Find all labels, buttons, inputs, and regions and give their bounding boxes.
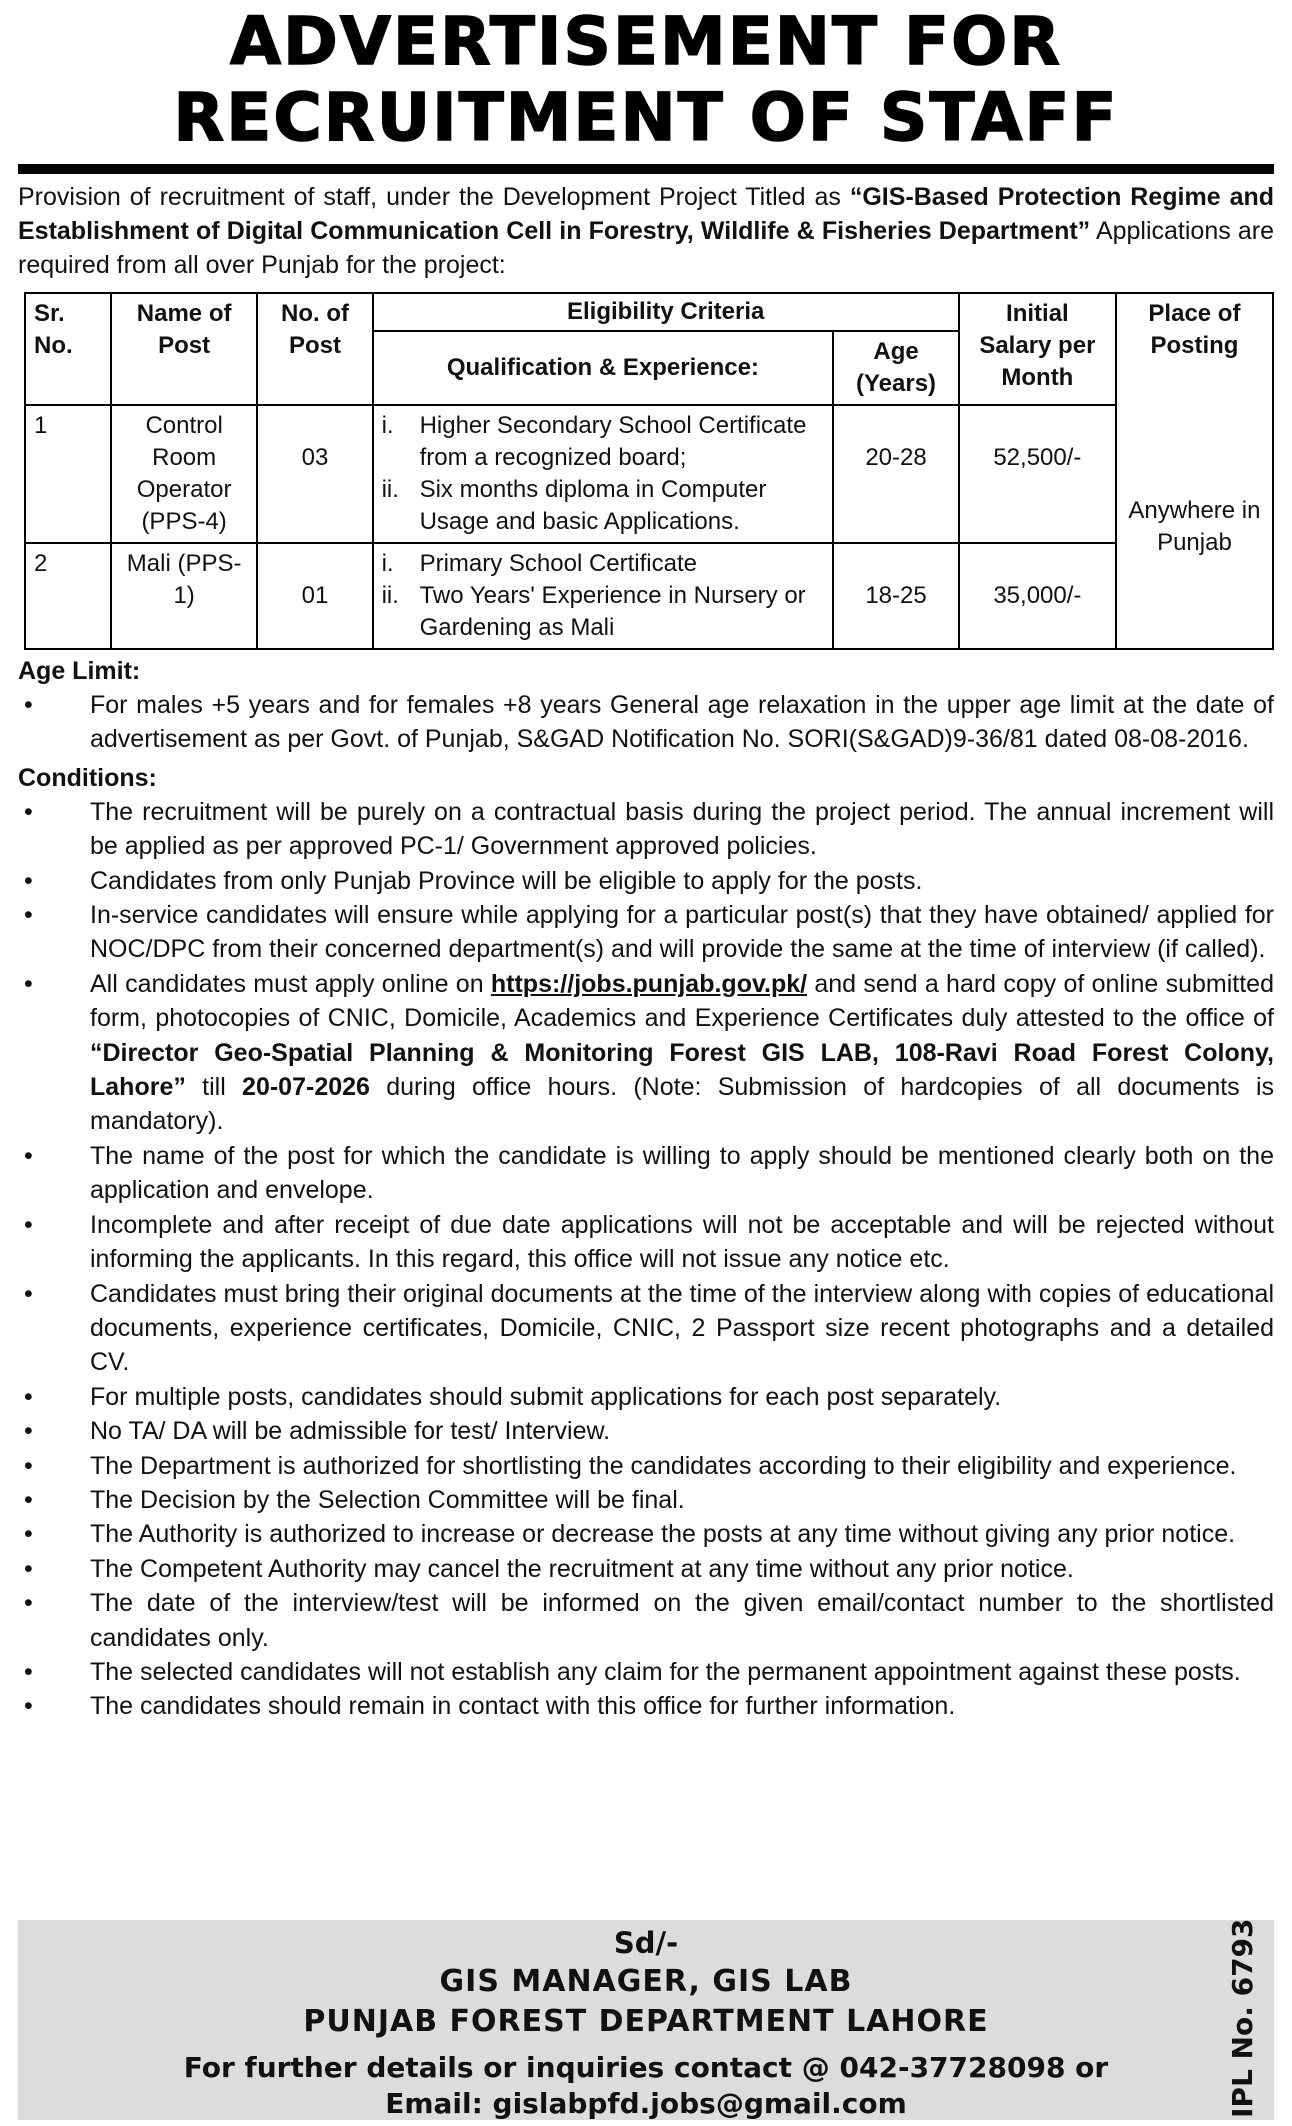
table-row	[25, 405, 1273, 543]
row-1-salary: 52,500/-	[959, 405, 1116, 543]
ipl-number: IPL No. 6793	[1226, 1918, 1259, 2118]
project-title: “GIS-Based Protection Regime and Establishment of Digital Communication Cell in Forestry, Wildlife & Fisheries Department”	[18, 183, 1275, 245]
list-item: • The Decision by the Selection Committee will be final.	[18, 1483, 1274, 1517]
header-name: Name of Post	[111, 293, 258, 405]
title-divider	[18, 164, 1274, 174]
qualification-item: i. Higher Secondary School Certificate from a recognized board;	[381, 412, 807, 471]
header-eligibility: Eligibility Criteria	[373, 293, 959, 331]
list-item: • For males +5 years and for females +8 years General age relaxation in the upper age limit at the date of advertisement as per Govt. of Punjab, S&GAD Notification No. SORI(S&GAD)9-36/81 dated 08-08-2016.	[18, 688, 1274, 757]
row-2-count: 01	[257, 543, 372, 649]
list-item: • The candidates should remain in contact with this office for further information.	[18, 1689, 1274, 1723]
signatory-department: PUNJAB FOREST DEPARTMENT LAHORE	[303, 2004, 989, 2039]
list-item: • The Authority is authorized to increase or decrease the posts at any time without giving any prior notice.	[18, 1517, 1274, 1551]
intro-paragraph	[18, 180, 1274, 282]
header-age: Age (Years)	[833, 331, 959, 405]
advertisement-title	[18, 0, 1274, 156]
list-item: • Candidates must bring their original documents at the time of the interview along with copies of educational documents, experience certificates, Domicile, CNIC, 2 Passport size recent photographs and a detailed CV.	[18, 1277, 1274, 1380]
list-item: • No TA/ DA will be admissible for test/ Interview.	[18, 1414, 1274, 1448]
advertisement-page	[18, 0, 1274, 2126]
list-item: • Candidates from only Punjab Province will be eligible to apply for the posts.	[18, 864, 1274, 898]
list-item: • For multiple posts, candidates should submit applications for each post separately.	[18, 1380, 1274, 1414]
signature-footer	[18, 1920, 1274, 2120]
table-row	[25, 543, 1273, 649]
deadline-date: 20-07-2026	[242, 1073, 370, 1102]
contact-phone: For further details or inquiries contact @ 042-37728098 or	[183, 2051, 1109, 2084]
header-salary: Initial Salary per Month	[959, 293, 1116, 405]
apply-link[interactable]: https://jobs.punjab.gov.pk/	[490, 969, 808, 998]
row-1-sr: 1	[25, 405, 111, 543]
posts-table	[24, 292, 1274, 650]
qualification-item: i. Primary School Certificate	[381, 550, 697, 577]
header-place: Place of Posting	[1116, 293, 1273, 405]
intro-lead: Provision of recruitment of staff, under the Development Project Titled as	[18, 183, 850, 211]
list-item: • In-service candidates will ensure while applying for a particular post(s) that they have obtained/ applied for NOC/DPC from their concerned department(s) and will provide the same at the time of interview (if called).	[18, 898, 1274, 967]
list-item: • The selected candidates will not establish any claim for the permanent appointment against these posts.	[18, 1655, 1274, 1689]
qualification-item: ii. Six months diploma in Computer Usage and basic Applications.	[381, 476, 767, 535]
header-sr: Sr. No.	[25, 293, 111, 405]
row-2-sr: 2	[25, 543, 111, 649]
row-2-age: 18-25	[833, 543, 959, 649]
signatory-title: GIS MANAGER, GIS LAB	[439, 1964, 853, 1999]
header-count: No. of Post	[257, 293, 372, 405]
list-item: • The recruitment will be purely on a contractual basis during the project period. The annual increment will be applied as per approved PC-1/ Government approved policies.	[18, 795, 1274, 864]
signature-mark: Sd/-	[613, 1926, 679, 1960]
list-item: • The date of the interview/test will be informed on the given email/contact number to the shortlisted candidates only.	[18, 1586, 1274, 1655]
list-item: • The Competent Authority may cancel the recruitment at any time without any prior notice.	[18, 1552, 1274, 1586]
conditions-heading: Conditions:	[18, 763, 157, 792]
row-1-qualification	[373, 405, 834, 543]
row-1-count: 03	[257, 405, 372, 543]
contact-email: Email: gislabpfd.jobs@gmail.com	[385, 2087, 907, 2120]
row-2-name: Mali (PPS-1)	[111, 543, 258, 649]
row-2-salary: 35,000/-	[959, 543, 1116, 649]
row-2-qualification	[373, 543, 834, 649]
list-item-apply: • All candidates must apply online on https://jobs.punjab.gov.pk/ and send a hard copy of online submitted form, photocopies of CNIC, Domicile, Academics and Experience Certificates duly attested to the office of “Director Geo-Spatial Planning & Monitoring Forest GIS LAB, 108-Ravi Road Forest Colony, Lahore” till 20-07-2026 during office hours. (Note: Submission of hardcopies of all documents is mandatory).	[18, 967, 1274, 1139]
list-item: • Incomplete and after receipt of due date applications will not be acceptable and will be rejected without informing the applicants. In this regard, this office will not issue any notice etc.	[18, 1208, 1274, 1277]
row-1-name: Control Room Operator (PPS-4)	[111, 405, 258, 543]
qualification-item: ii. Two Years' Experience in Nursery or Gardening as Mali	[381, 582, 806, 641]
row-1-age: 20-28	[833, 405, 959, 543]
intro-tail: Applications are required from all over Punjab for the project:	[18, 217, 1275, 279]
title-line-2: RECRUITMENT OF STAFF	[173, 79, 1119, 156]
list-item: • The Department is authorized for shortlisting the candidates according to their eligibility and experience.	[18, 1449, 1274, 1483]
age-limit-list	[18, 688, 1274, 757]
place-of-posting: Anywhere in Punjab	[1116, 405, 1273, 649]
title-line-1: ADVERTISEMENT FOR	[229, 3, 1063, 80]
age-limit-heading: Age Limit:	[18, 657, 141, 685]
header-qualification: Qualification & Experience:	[373, 331, 834, 405]
conditions-list	[18, 795, 1274, 1724]
list-item: • The name of the post for which the candidate is willing to apply should be mentioned clearly both on the application and envelope.	[18, 1139, 1274, 1208]
table-header-row	[25, 293, 1273, 331]
office-address: “Director Geo-Spatial Planning & Monitoring Forest GIS LAB, 108-Ravi Road Forest Colony, Lahore”	[90, 1038, 1274, 1102]
